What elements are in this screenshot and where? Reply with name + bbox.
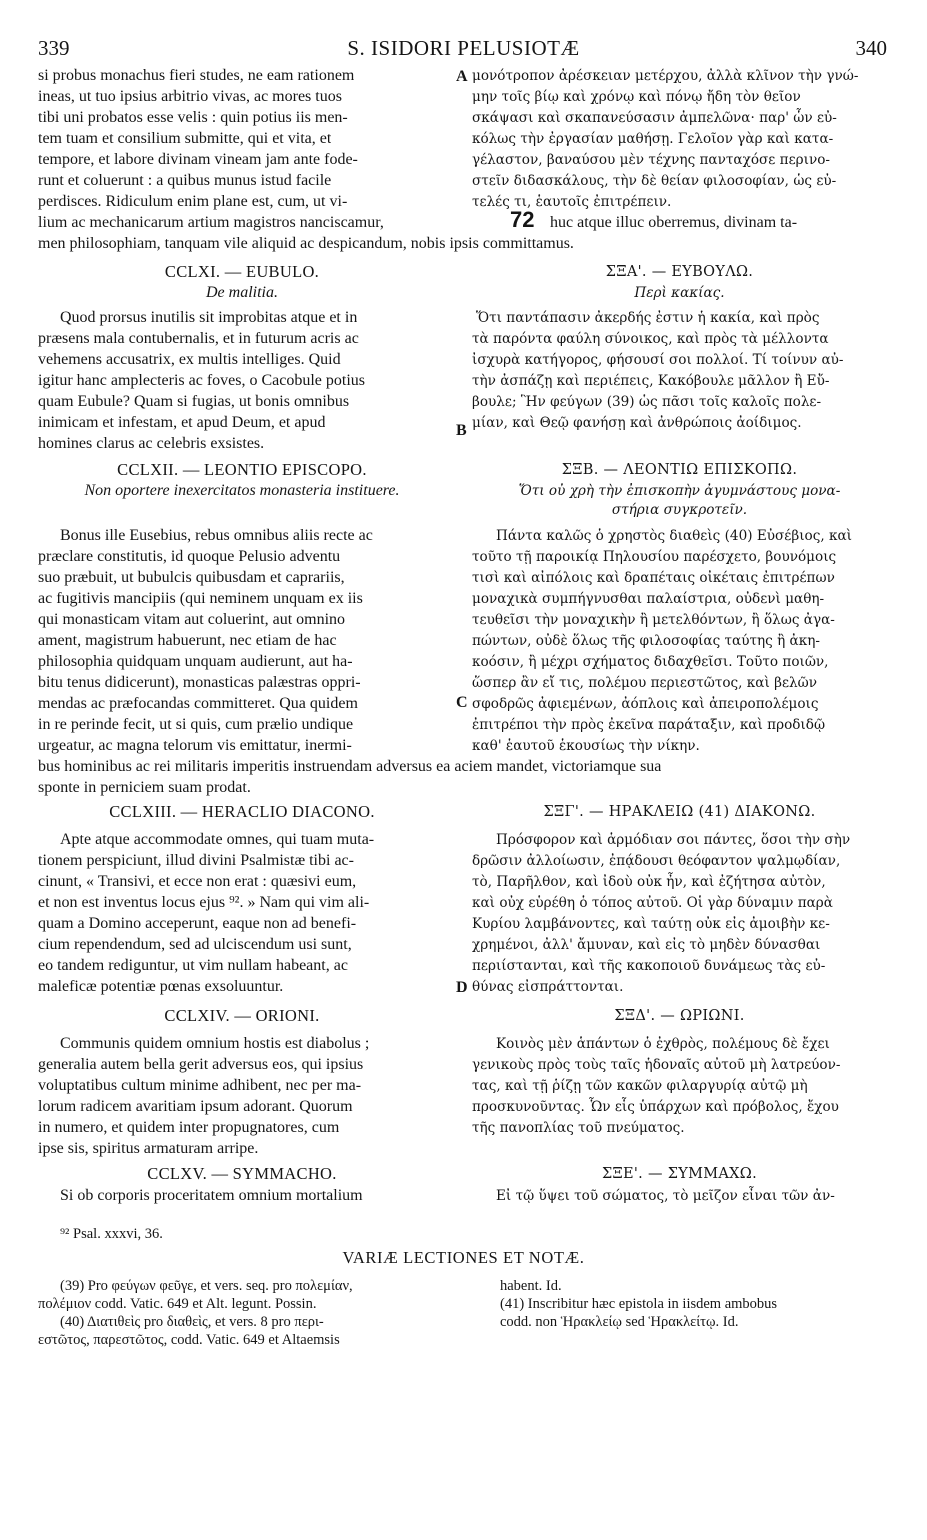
letter-title-latin: CCLXIV. — ORIONI. bbox=[164, 1006, 320, 1025]
letter-title-greek: ΣΞΒ. — ΛΕΟΝΤΙΩ ΕΠΙΣΚΟΠΩ. bbox=[561, 462, 798, 478]
greek-line: Κοινὸς μὲν ἁπάντων ὁ ἐχθρὸς, πολέμους δὲ ἔχει bbox=[496, 1036, 830, 1052]
greek-line: στεῖν διδασκάλους, τὴν δὲ θείαν φιλοσοφίαν, ὡς εὐ- bbox=[472, 173, 837, 189]
greek-line: ὥσπερ ἂν εἴ τις, πολέμου περιεστῶτος, καὶ βελῶν bbox=[472, 675, 817, 691]
note-line: (41) Inscribitur hæc epistola in iisdem ambobus bbox=[500, 1296, 778, 1312]
greek-line: τελές τι, ἑαυτοῖς ἐπιτρέπειν. bbox=[472, 194, 672, 210]
fullwidth-line: sponte in perniciem suam prodat. bbox=[38, 779, 251, 796]
latin-line: perdisces. Ridiculum enim plane est, cum, ut vi- bbox=[38, 193, 348, 210]
latin-line: tionem perspiciunt, illud divini Psalmistæ tibi ac- bbox=[38, 852, 354, 869]
margin-letter-c: C bbox=[456, 694, 468, 711]
latin-line: inimicam et infestam, et apud Deum, et apud bbox=[38, 414, 326, 431]
latin-line: eo tandem rediguntur, ut vim nullam habeant, ac bbox=[38, 957, 348, 974]
latin-line: quam a Domino acceperunt, eaque non ad benefi- bbox=[38, 915, 357, 932]
letter-title-greek: ΣΞΔ'. — ΩΡΙΩΝΙ. bbox=[614, 1008, 745, 1024]
letter-title-latin: CCLXV. — SYMMACHO. bbox=[147, 1164, 337, 1183]
latin-line: Quod prorsus inutilis sit improbitas atque et in bbox=[60, 309, 358, 326]
greek-line: βουλε; Ἣν φεύγων (39) ὡς πᾶσι τοῖς καλοῖς πολε- bbox=[472, 394, 822, 410]
fullwidth-line: bus hominibus ac rei militaris imperitis instruendam adversus ea aciem mandet, victoriamque sua bbox=[38, 758, 662, 775]
greek-line: μονότροπον ἀρέσκειαν μετέρχου, ἀλλὰ κλῖνον τὴν γνώ- bbox=[472, 68, 859, 84]
greek-line: Ὅτι παντάπασιν ἀκερδής ἐστιν ἡ κακία, καὶ πρὸς bbox=[476, 310, 820, 326]
greek-line: τας, καὶ τῇ ῥίζῃ τῶν κακῶν φιλαργυρίᾳ αὐτῷ μὴ bbox=[472, 1078, 808, 1094]
latin-line: tem tuam et consilium submitte, qui et vita, et bbox=[38, 130, 332, 147]
latin-line: bitu tenus didicerunt), monasticas palæstras oppri- bbox=[38, 674, 361, 691]
latin-line: vehemens accusatrix, ex multis intelliges. Quid bbox=[38, 351, 341, 368]
letter-title-latin: CCLXII. — LEONTIO EPISCOPO. bbox=[117, 460, 367, 479]
latin-line: Bonus ille Eusebius, rebus omnibus aliis recte ac bbox=[60, 527, 373, 544]
latin-line: urgeatur, ac magna telorum vis emittatur, inermi- bbox=[38, 737, 352, 754]
letter-subtitle-greek: Ὅτι οὐ χρὴ τὴν ἐπισκοπὴν ἀγυμνάστους μονα- bbox=[518, 483, 841, 499]
greek-line: τοῦτο τῇ παροικίᾳ Πηλουσίου παρέσχετο, βουνόμοις bbox=[472, 549, 837, 565]
greek-line: σφοδρῶς ἀφιεμένων, ἀόπλοις καὶ ἀπειροπολέμοις bbox=[472, 696, 819, 712]
greek-line: ἐπιτρέποι τὴν πρὸς ἐκεῖνα παράταξιν, καὶ προδιδῷ bbox=[472, 717, 826, 733]
greek-line: καὶ οὐχ εὑρέθη ὁ τόπος αὐτοῦ. Οἱ γὰρ δύναμιν παρὰ bbox=[472, 895, 833, 911]
letter-title-latin: CCLXIII. — HERACLIO DIACONO. bbox=[109, 802, 375, 821]
latin-line: mendas ac præfocandas committeret. Qua quidem bbox=[38, 695, 358, 712]
latin-line: suo præbuit, ut bubulcis quibusdam et caprariis, bbox=[38, 569, 345, 586]
latin-line: ipse sis, spiritus armaturam arripe. bbox=[38, 1140, 259, 1157]
greek-line: γέλαστον, βαναύσου μὲν τέχνης πανταχόσε περινο- bbox=[472, 152, 830, 168]
latin-line: ament, magistrum habuerunt, nec etiam de hac bbox=[38, 632, 337, 649]
letter-subtitle-latin: De malitia. bbox=[206, 284, 278, 301]
greek-line: προσκυνοῦντας. Ὧν εἷς ὑπάρχων καὶ πρόβολος, ἔχου bbox=[472, 1099, 839, 1115]
greek-line: τὰ παρόντα φαύλη σύνοικος, καὶ πρὸς τὰ μέλλοντα bbox=[472, 331, 829, 347]
letter-title-greek: ΣΞΕ'. — ΣΥΜΜΑΧΩ. bbox=[601, 1166, 758, 1182]
running-title: S. ISIDORI PELUSIOTÆ bbox=[347, 36, 580, 60]
greek-line: μίαν, καὶ Θεῷ φανήσῃ καὶ ἀνθρώποις ἀοίδιμος. bbox=[472, 415, 802, 431]
greek-line: Εἰ τῷ ὕψει τοῦ σώματος, τὸ μεῖζον εἶναι τῶν ἀν- bbox=[496, 1188, 835, 1204]
column-number-72: 72 bbox=[510, 207, 535, 232]
latin-line: runt et coluerunt : a quibus munus istud facile bbox=[38, 172, 332, 189]
note-line: (40) Διατιθεὶς pro διαθεὶς, et vers. 8 pro περι- bbox=[60, 1314, 324, 1330]
scripture-footnote: ⁹² Psal. xxxvi, 36. bbox=[60, 1226, 163, 1242]
greek-line: περιίστανται, καὶ τῆς κακοποιοῦ δυνάμεως τὰς εὐ- bbox=[472, 958, 826, 974]
latin-line: Apte atque accommodate omnes, qui tuam muta- bbox=[60, 831, 375, 848]
latin-line: ineas, ut tuo ipsius arbitrio vivas, ac mores tuos bbox=[38, 88, 342, 105]
greek-line: Κυρίου λαμβάνοντες, καὶ ταύτῃ οὐκ εἰς ἀμοιβὴν κε- bbox=[472, 916, 830, 932]
latin-line: et non est inventus locus ejus ⁹². » Nam qui vim ali- bbox=[38, 894, 370, 911]
latin-line: in numero, et quidem inter propugnatores, cum bbox=[38, 1119, 340, 1136]
latin-line: Communis quidem omnium hostis est diabolus ; bbox=[60, 1035, 370, 1052]
latin-line: quam Eubule? Quam si fugias, ut bonis omnibus bbox=[38, 393, 350, 410]
fullwidth-line: lium ac mechanicarum artium magistros nanciscamur, bbox=[38, 214, 384, 231]
letter-subtitle-greek: στήρια συγκροτεῖν. bbox=[611, 502, 748, 518]
latin-line: philosophia quidquam unquam audierunt, aut ha- bbox=[38, 653, 353, 670]
greek-line: Πρόσφορον καὶ ἁρμόδιαν σοι πάντες, ὅσοι τὴν σὴν bbox=[496, 832, 851, 848]
greek-line: θύνας εἰσπράττονται. bbox=[472, 979, 624, 995]
page-number-left: 339 bbox=[38, 36, 70, 60]
latin-line: in re perinde fecit, ut si quis, cum prælio undique bbox=[38, 716, 354, 733]
latin-line: præclare constitutis, id quoque Pelusio adventu bbox=[38, 548, 341, 565]
margin-letter-d: D bbox=[456, 979, 468, 996]
latin-line: igitur hanc amplecteris ac foves, o Cacobule potius bbox=[38, 372, 366, 389]
greek-line: κόλως τὴν ἐργασίαν μαθήσῃ. Γελοῖον γὰρ καὶ κατα- bbox=[472, 131, 834, 147]
greek-line: μοναχικὰ συμπήγνυσθαι παλαίστρια, οὐδενὶ μαθη- bbox=[472, 591, 825, 607]
page-number-right: 340 bbox=[855, 36, 887, 60]
latin-line: si probus monachus fieri studes, ne eam rationem bbox=[38, 67, 355, 84]
greek-line: ἰσχυρὰ κατήγορος, φήσουσί σοι πολλοί. Τί τοίνυν αὐ- bbox=[472, 352, 844, 368]
latin-line: qui monasticam vitam aut coluerint, aut omnino bbox=[38, 611, 346, 628]
notes-title: VARIÆ LECTIONES ET NOTÆ. bbox=[342, 1248, 585, 1267]
latin-line: cinunt, « Transivi, et ecce non erat : quæsivi eum, bbox=[38, 873, 357, 890]
letter-subtitle-greek: Περὶ κακίας. bbox=[634, 285, 725, 301]
latin-line: præsens mala contubernalis, et in futurum acris ac bbox=[38, 330, 359, 347]
greek-line: σκάψασι καὶ σκαπανεύσασιν ἀμπελῶνα· παρ' ὧν εὐ- bbox=[472, 110, 837, 126]
note-line: (39) Pro φεύγων φεῦγε, et vers. seq. pro πολεμίαν, bbox=[60, 1278, 353, 1294]
latin-line: maleficæ potentiæ pœnas exsoluuntur. bbox=[38, 978, 284, 995]
note-line: εστῶτος, παρεστῶτος, codd. Vatic. 649 et Altaemsis bbox=[38, 1332, 340, 1348]
letter-subtitle-latin: Non oportere inexercitatos monasteria instituere. bbox=[84, 482, 400, 499]
note-line: πολέμιον codd. Vatic. 649 et Alt. legunt. Possin. bbox=[38, 1296, 317, 1312]
greek-line: γενικοὺς πρὸς τοὺς ταῖς ἡδοναῖς αὐτοῦ μὴ λατρεύον- bbox=[472, 1057, 841, 1073]
letter-title-greek: ΣΞΑ'. — ΕΥΒΟΥΛΩ. bbox=[605, 264, 754, 280]
greek-line: κοόσιν, ἢ μέχρι σχήματος διδαχθεῖσι. Τοῦτο ποιῶν, bbox=[472, 654, 829, 670]
greek-line: μην τοῖς βίῳ καὶ χρόνῳ καὶ πόνῳ ἤδη τὸν θεῖον bbox=[472, 89, 801, 105]
letter-title-latin: CCLXI. — EUBULO. bbox=[164, 262, 320, 281]
fullwidth-line: men philosophiam, tanquam vile aliquid ac despicandum, nobis ipsis committamus. bbox=[38, 235, 574, 252]
greek-line: τισὶ καὶ αἰπόλοις καὶ δραπέταις οἰκέταις ἐπιτρέπων bbox=[472, 570, 835, 586]
greek-line: τὴν ἀσπάζῃ καὶ περιέπεις, Κακόβουλε μᾶλλον ἢ Εὔ- bbox=[472, 373, 830, 389]
greek-line: τὸ, Παρῆλθον, καὶ ἰδοὺ οὐκ ἦν, καὶ ἐζήτησα αὐτὸν, bbox=[472, 874, 826, 890]
latin-line: tibi uni probatos esse velis : quin potius iis men- bbox=[38, 109, 348, 126]
latin-line: ac fugitivis mancipiis (qui neminem unquam ex iis bbox=[38, 590, 363, 607]
greek-line: τευθεῖσι τὴν μοναχικὴν ἢ μετελθόντων, ἢ ὅλως ἀγα- bbox=[472, 612, 835, 628]
margin-letter-a: A bbox=[456, 68, 468, 85]
greek-line: πώντων, οὐδὲ ὅλως τῆς φιλοσοφίας ταύτης ἢ ἀκη- bbox=[472, 633, 820, 649]
greek-line: δρῶσιν ἀλλοίωσιν, ἐπᾴδουσι θεόφαντον ψαλμῳδίαν, bbox=[472, 853, 841, 869]
latin-line: lorum radicem avaritiam ipsum adorant. Quorum bbox=[38, 1098, 353, 1115]
fullwidth-line: huc atque illuc oberremus, divinam ta- bbox=[550, 214, 798, 231]
note-line: codd. non Ἡρακλείῳ sed Ἡρακλείτῳ. Id. bbox=[500, 1314, 739, 1330]
note-line: habent. Id. bbox=[500, 1278, 562, 1294]
latin-line: cium rependendum, sed ad ulciscendum usi sunt, bbox=[38, 936, 352, 953]
running-header bbox=[0, 36, 927, 62]
latin-line: Si ob corporis proceritatem omnium mortalium bbox=[60, 1187, 363, 1204]
latin-line: generalia autem bella gerit adversus eos, qui ipsius bbox=[38, 1056, 364, 1073]
greek-line: χρημένοι, ἀλλ' ἄμυναν, καὶ εἰς τὸ μηδὲν δύνασθαι bbox=[472, 937, 821, 953]
greek-line: καθ' ἑαυτοῦ ἑκουσίως τὴν νίκην. bbox=[472, 738, 700, 754]
latin-line: voluptatibus cultum minime adhibent, nec per ma- bbox=[38, 1077, 362, 1094]
margin-letter-b: B bbox=[456, 422, 467, 439]
latin-line: tempore, et labore divinam vineam jam ante fode- bbox=[38, 151, 358, 168]
greek-line: Πάντα καλῶς ὁ χρηστὸς διαθεὶς (40) Εὐσέβιος, καὶ bbox=[496, 528, 852, 544]
greek-line: τῆς πανοπλίας τοῦ πνεύματος. bbox=[472, 1120, 685, 1136]
letter-title-greek: ΣΞΓ'. — ΗΡΑΚΛΕΙΩ (41) ΔΙΑΚΟΝΩ. bbox=[543, 804, 816, 820]
latin-line: homines clarus ac celebris exsistes. bbox=[38, 435, 265, 452]
